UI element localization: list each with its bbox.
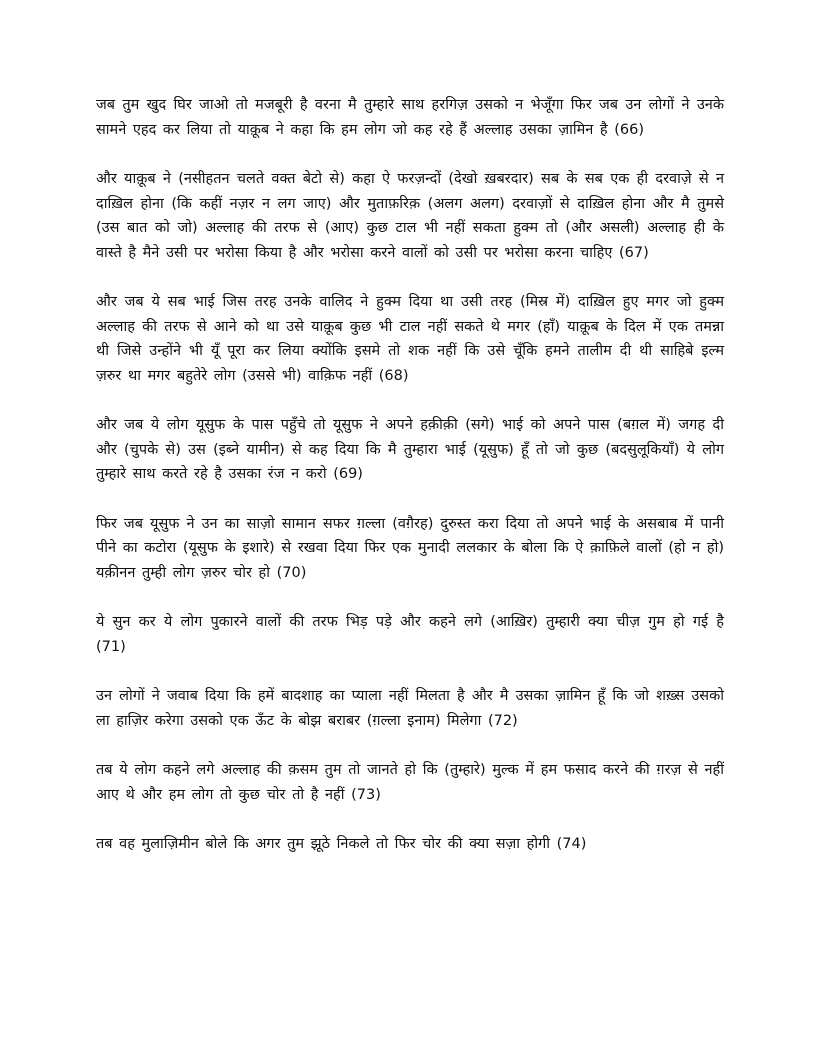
document-page [96, 93, 724, 882]
paragraph-verse-68: और जब ये सब भाई जिस तरह उनके वालिद ने हुक्म दिया था उसी तरह (मिस्र में) दाख़िल हुए मगर जो हुक्म अल्लाह की तरफ से आने को था उसे याक़ूब कुछ भी टाल नहीं सकते थे मगर (हाँ) याक़ूब के दिल में एक तमन्ना थी जिसे उन्होंने भी यूँ पूरा कर लिया क्योंकि इसमे तो शक नहीं कि उसे चूँकि हमने तालीम दी थी साहिबे इल्म ज़रुर था मगर बहुतेरे लोग (उससे भी) वाक़िफ नहीं (68) [96, 294, 724, 384]
paragraph-verse-69: और जब ये लोग यूसुफ के पास पहुँचे तो यूसुफ ने अपने हक़ीक़ी (सगे) भाई को अपने पास (बग़ल में) जगह दी और (चुपके से) उस (इब्ने यामीन) से कह दिया कि मै तुम्हारा भाई (यूसुफ) हूँ तो जो कुछ (बदसुलूकियाँ) ये लोग तुम्हारे साथ करते रहे है उसका रंज न करो (69) [96, 417, 724, 482]
paragraph-verse-74: तब वह मुलाज़िमीन बोले कि अगर तुम झूठे निकले तो फिर चोर की क्या सज़ा होगी (74) [96, 836, 587, 852]
paragraph-verse-70: फिर जब यूसुफ ने उन का साज़ो सामान सफर ग़ल्ला (वग़ैरह) दुरुस्त करा दिया तो अपने भाई के असबाब में पानी पीने का कटोरा (यूसुफ के इशारे) से रखवा दिया फिर एक मुनादी ललकार के बोला कि ऐ क़ाफ़िले वालों (हो न हो) यक़ीनन तुम्ही लोग ज़रुर चोर हो (70) [96, 515, 724, 581]
paragraph-verse-66: जब तुम खुद घिर जाओ तो मजबूरी है वरना मै तुम्हारे साथ हरगिज़ उसको न भेजूँगा फिर जब उन लोगों ने उनके सामने एहद कर लिया तो याक़ूब ने कहा कि हम लोग जो कह रहे हैं अल्लाह उसका ज़ामिन है (66) [96, 97, 724, 138]
paragraph-verse-72: उन लोगों ने जवाब दिया कि हमें बादशाह का प्याला नहीं मिलता है और मै उसका ज़ामिन हूँ कि जो शख़्स उसको ला हाज़िर करेगा उसको एक ऊँट के बोझ बराबर (ग़ल्ला इनाम) मिलेगा (72) [96, 688, 724, 729]
paragraph-verse-73: तब ये लोग कहने लगे अल्लाह की क़सम तुम तो जानते हो कि (तुम्हारे) मुल्क में हम फसाद करने की ग़रज़ से नहीं आए थे और हम लोग तो कुछ चोर तो है नहीं (73) [96, 762, 724, 803]
paragraph-verse-67: और याक़ूब ने (नसीहतन चलते वक्त बेटो से) कहा ऐ फरज़न्दों (देखो ख़बरदार) सब के सब एक ही दरवाज़े से न दाख़िल होना (कि कहीं नज़र न लग जाए) और मुताफ़रिक़ (अलग अलग) दरवाज़ों से दाख़िल होना और मै तुमसे (उस बात को जो) अल्लाह की तरफ से (आए) कुछ टाल भी नहीं सकता हुक्म तो (और असली) अल्लाह ही के वास्ते है मैने उसी पर भरोसा किया है और भरोसा करने वालों को उसी पर भरोसा करना चाहिए (67) [96, 171, 724, 261]
paragraph-verse-71: ये सुन कर ये लोग पुकारने वालों की तरफ भिड़ पड़े और कहने लगे (आख़िर) तुम्हारी क्या चीज़ गुम हो गई है (71) [96, 614, 724, 655]
